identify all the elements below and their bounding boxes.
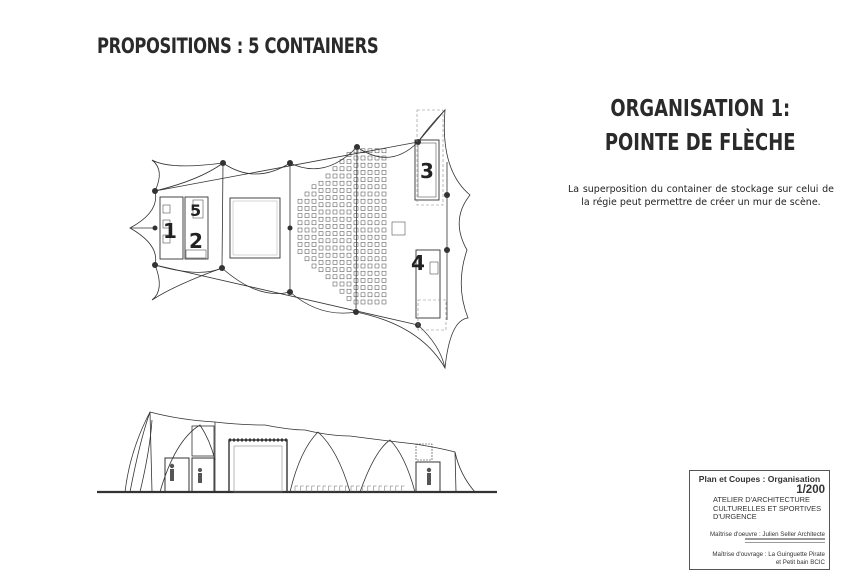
container-label-1: 1 <box>163 219 177 243</box>
organisation-title-line2: POINTE DE FLÈCHE <box>604 130 796 156</box>
title-block-heading: Plan et Coupes : Organisation <box>698 474 821 484</box>
organisation-title-line1: ORGANISATION 1: <box>610 96 790 122</box>
container-label-2: 2 <box>189 229 203 253</box>
section-stage <box>229 440 287 492</box>
container-label-3: 3 <box>420 159 434 183</box>
page-title: PROPOSITIONS : 5 CONTAINERS <box>97 34 379 58</box>
title-block-atelier: ATELIER D'ARCHITECTURE CULTURELLES ET SPORTIVES D'URGENCE <box>713 495 822 522</box>
container-label-4: 4 <box>411 251 425 275</box>
title-block-fine-print <box>745 538 825 546</box>
title-block-maitrise-ouvrage <box>695 551 825 567</box>
maitrise-ouvrage-line2: et Petit bain BCIC <box>775 559 825 566</box>
container-label-5: 5 <box>190 201 202 220</box>
title-block <box>689 470 830 570</box>
title-block-maitrise-oeuvre: Maîtrise d'oeuvre : Julien Seller Architecte <box>709 531 825 538</box>
maitrise-ouvrage-line1: Maîtrise d'ouvrage : La Guinguette Pirate <box>712 551 825 558</box>
organisation-description: La superposition du container de stockage sur celui de la régie peut permettre de créer un mur de scène. <box>568 184 834 208</box>
title-block-scale: 1/200 <box>796 484 825 496</box>
